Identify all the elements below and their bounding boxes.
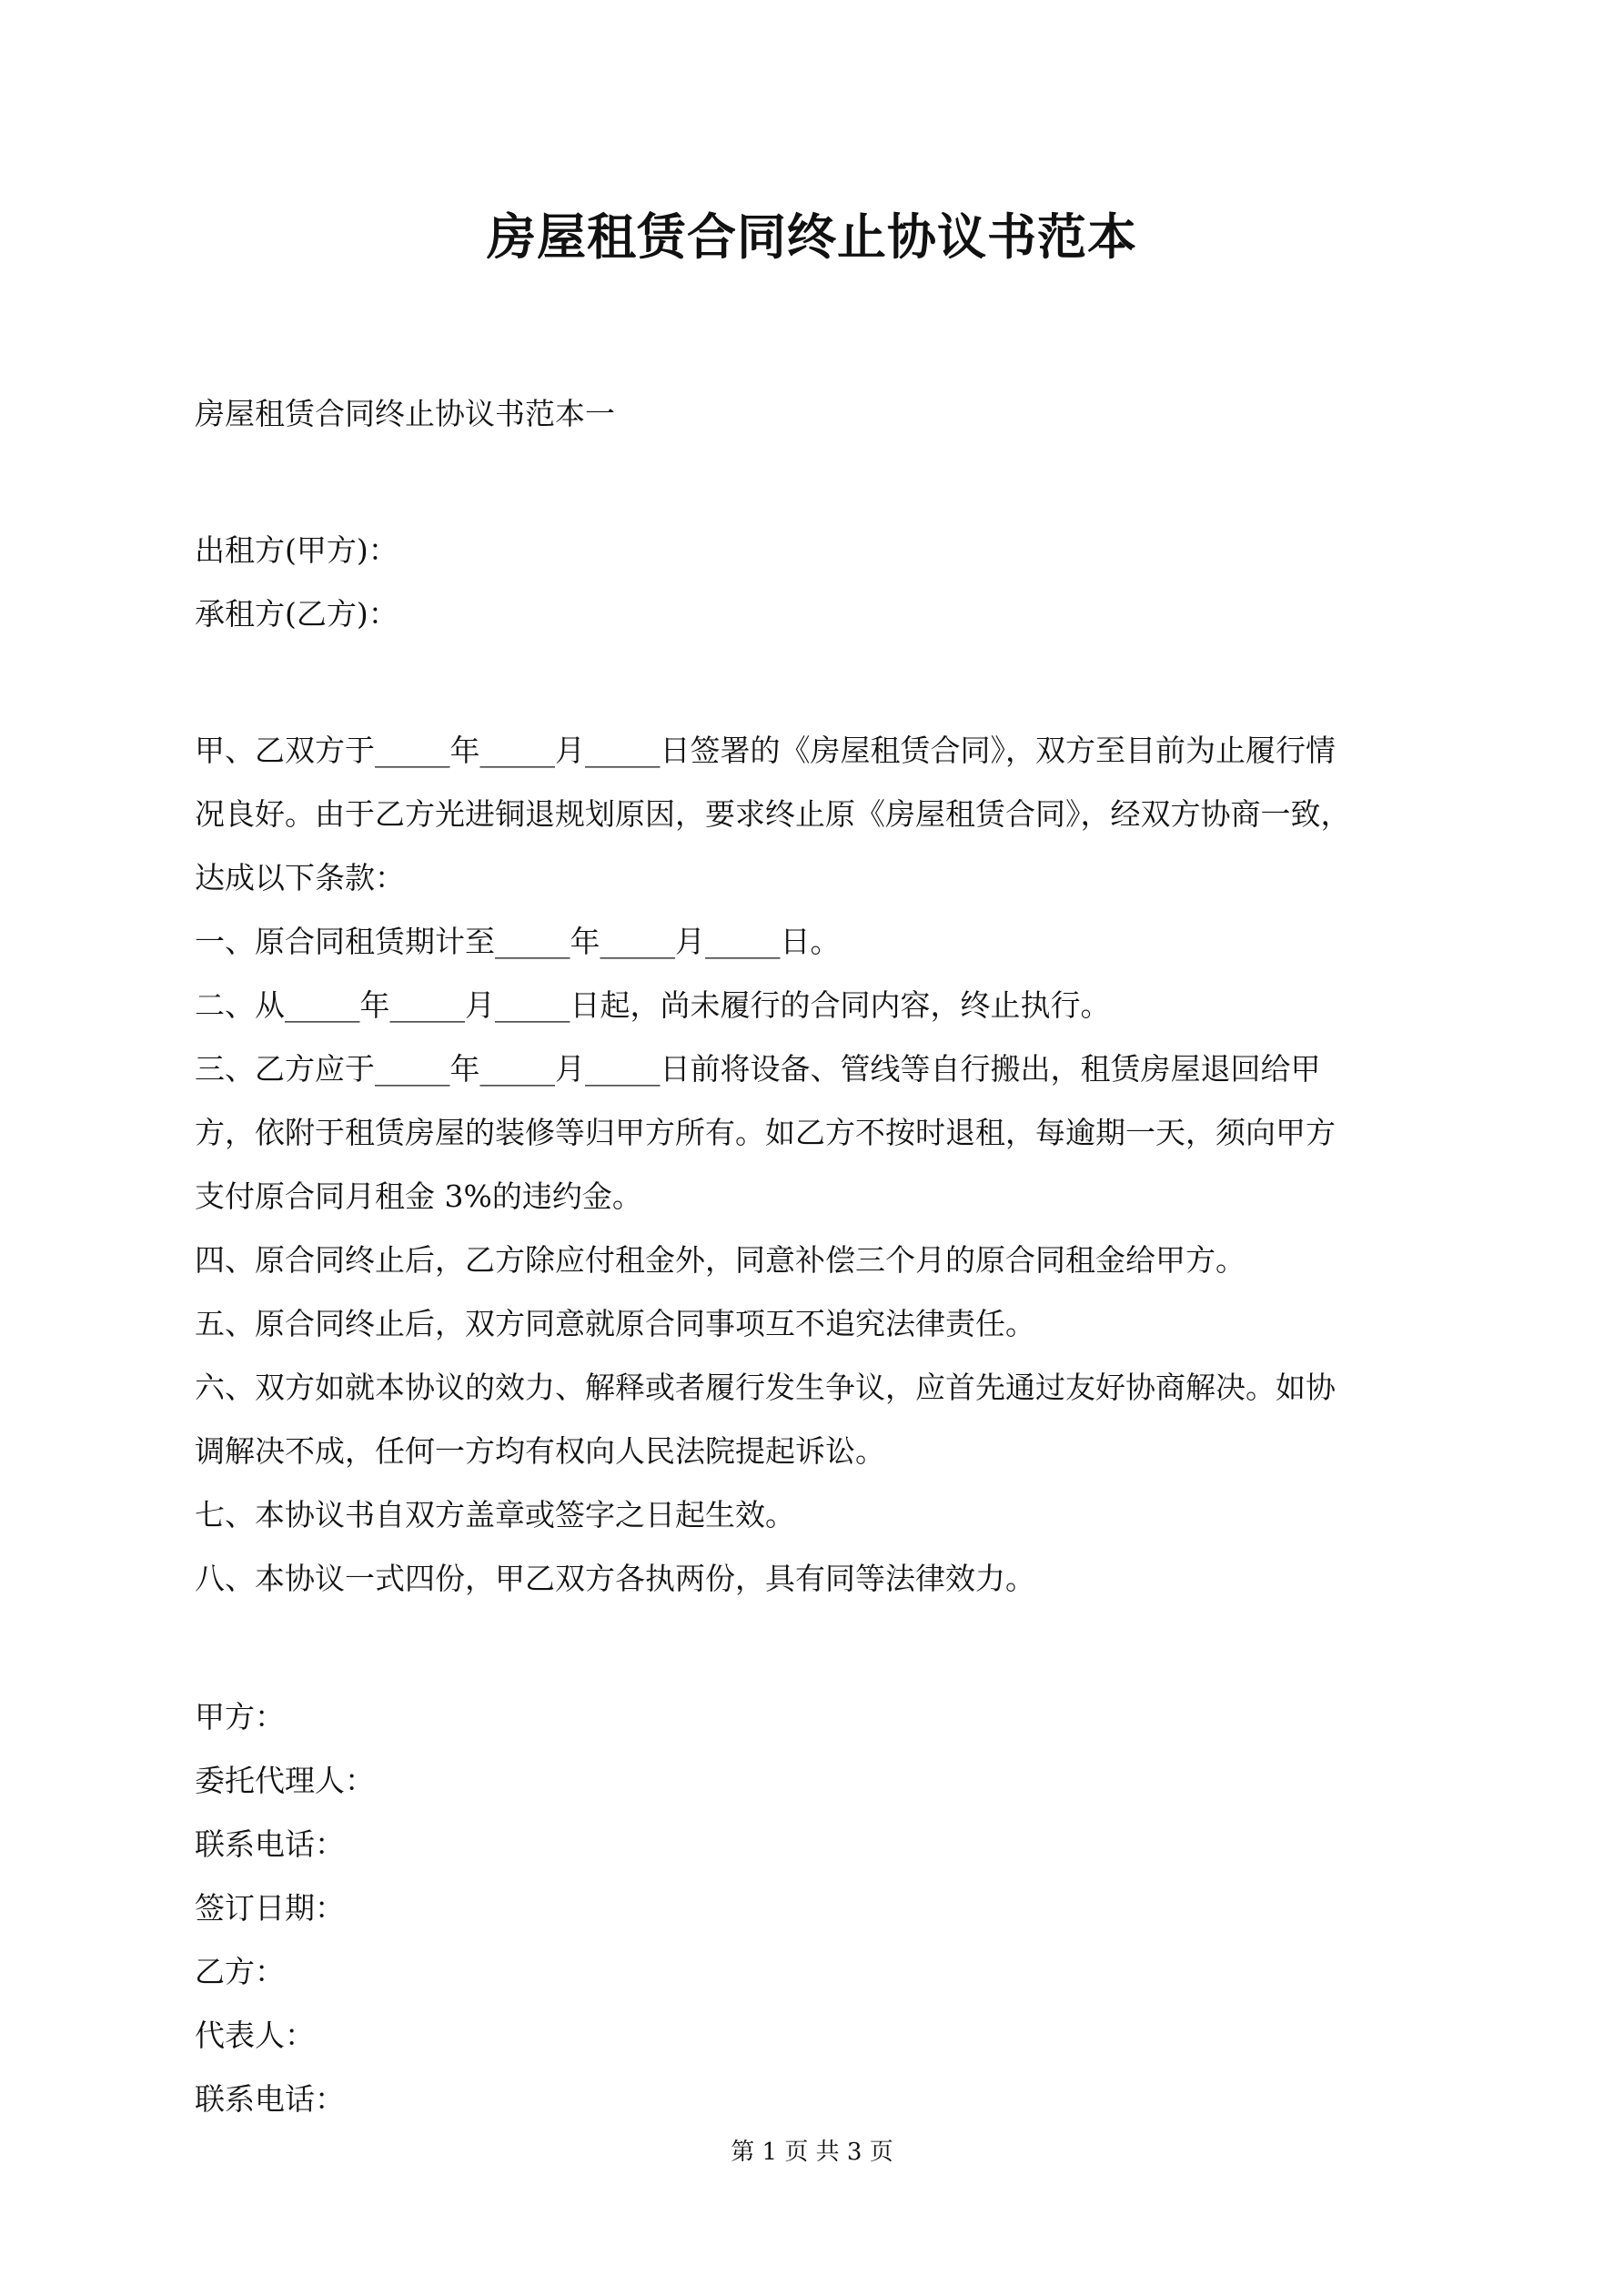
spacer (195, 446, 1441, 519)
document-subtitle: 房屋租赁合同终止协议书范本一 (195, 396, 615, 431)
signature-phone-a: 联系电话： (195, 1826, 345, 1862)
signature-date: 签订日期： (195, 1890, 345, 1926)
clause-1: 一、原合同租赁期计至_____年_____月_____日。 (195, 924, 841, 959)
document-body (195, 382, 1441, 2131)
clause-4: 四、原合同终止后，乙方除应付租金外，同意补偿三个月的原合同租金给甲方。 (195, 1242, 1246, 1278)
spacer (195, 646, 1441, 719)
clause-2: 二、从_____年_____月_____日起，尚未履行的合同内容，终止执行。 (195, 987, 1111, 1023)
signature-agent: 委托代理人： (195, 1763, 375, 1798)
signature-phone-b: 联系电话： (195, 2081, 345, 2117)
page-footer: 第 1 页 共 3 页 (731, 2139, 893, 2166)
lessor-line: 出租方(甲方)： (195, 532, 398, 568)
document-title: 房屋租赁合同终止协议书范本 (487, 207, 1137, 266)
intro-line-1: 甲、乙双方于_____年_____月_____日签署的《房屋租赁合同》，双方至目前为止履行情 (195, 733, 1336, 768)
clause-3-line-2: 方，依附于租赁房屋的装修等归甲方所有。如乙方不按时退租，每逾期一天，须向甲方 (195, 1115, 1336, 1150)
clause-6-line-2: 调解决不成，任何一方均有权向人民法院提起诉讼。 (195, 1433, 885, 1469)
spacer (195, 1611, 1441, 1685)
clause-5: 五、原合同终止后，双方同意就原合同事项互不追究法律责任。 (195, 1306, 1035, 1341)
signature-representative: 代表人： (195, 2018, 315, 2053)
signature-party-a: 甲方： (195, 1699, 285, 1735)
clause-8: 八、本协议一式四份，甲乙双方各执两份，具有同等法律效力。 (195, 1561, 1035, 1596)
clause-7: 七、本协议书自双方盖章或签字之日起生效。 (195, 1497, 795, 1532)
signature-party-b: 乙方： (195, 1954, 285, 1989)
lessee-line: 承租方(乙方)： (195, 596, 398, 632)
intro-line-3: 达成以下条款： (195, 860, 405, 895)
clause-3-line-1: 三、乙方应于_____年_____月_____日前将设备、管线等自行搬出，租赁房屋退回给甲 (195, 1051, 1321, 1087)
intro-line-2: 况良好。由于乙方光进铜退规划原因，要求终止原《房屋租赁合同》，经双方协商一致， (195, 796, 1351, 832)
clause-3-line-3: 支付原合同月租金 3%的违约金。 (195, 1178, 642, 1214)
clause-6-line-1: 六、双方如就本协议的效力、解释或者履行发生争议，应首先通过友好协商解决。如协 (195, 1370, 1336, 1405)
